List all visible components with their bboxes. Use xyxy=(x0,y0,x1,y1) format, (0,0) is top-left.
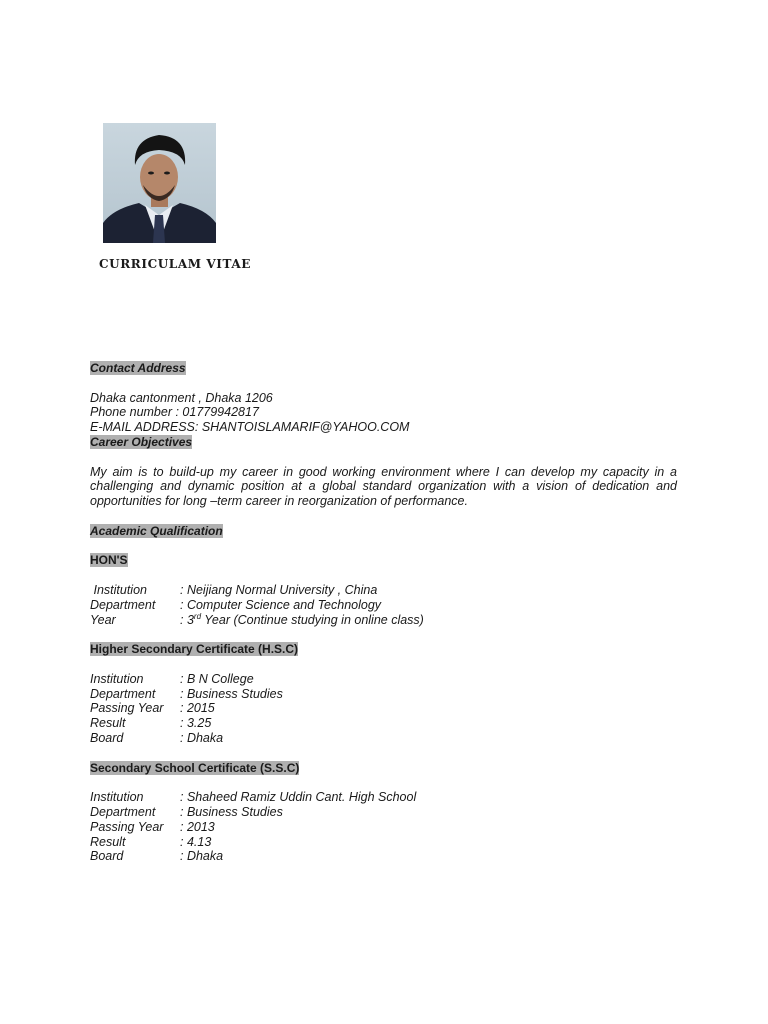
hons-institution-value: : Neijiang Normal University , China xyxy=(180,582,378,597)
ssc-label: Board xyxy=(90,849,124,864)
hsc-value: : Dhaka xyxy=(180,730,224,745)
hons-year-value xyxy=(180,613,424,628)
ssc-label: Result xyxy=(90,834,126,849)
ssc-heading: Secondary School Certificate (S.S.C) xyxy=(90,760,300,775)
career-objective-text: My aim is to build-up my career in good working environment where I can develop my capacity in a challenging and dynamic position at a global standard organization with a vision of dedication and opportunities for long –term career in reorganization of performance. xyxy=(90,464,677,509)
contact-section xyxy=(90,361,677,376)
ssc-label: Passing Year xyxy=(90,819,164,834)
cv-content xyxy=(90,361,677,864)
hons-institution-label: Institution xyxy=(90,582,147,597)
hsc-row xyxy=(90,731,677,746)
ssc-value: : Business Studies xyxy=(180,804,283,819)
ssc-value: : Dhaka xyxy=(180,849,224,864)
hsc-label: Institution xyxy=(90,671,144,686)
career-heading: Career Objectives xyxy=(90,434,193,449)
ssc-value: : 4.13 xyxy=(180,834,212,849)
contact-heading: Contact Address xyxy=(90,361,186,375)
profile-photo xyxy=(103,123,216,243)
hsc-row xyxy=(90,687,677,702)
hons-heading: HON'S xyxy=(90,553,128,568)
career-section xyxy=(90,435,677,450)
hons-department-label: Department xyxy=(90,597,156,612)
hsc-value: : 3.25 xyxy=(180,716,212,731)
hons-department-value: : Computer Science and Technology xyxy=(180,597,382,612)
hons-year-row xyxy=(90,613,677,628)
hsc-label: Passing Year xyxy=(90,701,164,716)
hsc-heading: Higher Secondary Certificate (H.S.C) xyxy=(90,642,299,657)
ssc-section xyxy=(90,761,677,776)
ssc-row xyxy=(90,835,677,850)
hons-year-prefix: : 3 xyxy=(180,612,194,627)
contact-email: E-MAIL ADDRESS: SHANTOISLAMARIF@YAHOO.COM xyxy=(90,420,410,435)
hsc-row xyxy=(90,701,677,716)
ssc-label: Department xyxy=(90,804,156,819)
hsc-section xyxy=(90,642,677,657)
hons-institution-row xyxy=(90,583,677,598)
hsc-rows xyxy=(90,672,677,746)
hons-year-suffix: Year (Continue studying in online class) xyxy=(201,612,424,627)
hsc-label: Result xyxy=(90,716,126,731)
ssc-row xyxy=(90,820,677,835)
ssc-row xyxy=(90,849,677,864)
hsc-value: : B N College xyxy=(180,671,254,686)
contact-phone: Phone number : 01779942817 xyxy=(90,405,259,420)
document-title: CURRICULAM VITAE xyxy=(99,257,252,271)
academic-section xyxy=(90,524,677,539)
ssc-row xyxy=(90,805,677,820)
hsc-value: : Business Studies xyxy=(180,686,283,701)
hons-year-sup: rd xyxy=(193,611,202,621)
hsc-row xyxy=(90,672,677,687)
hsc-value: : 2015 xyxy=(180,701,215,716)
ssc-row xyxy=(90,790,677,805)
ssc-rows xyxy=(90,790,677,864)
ssc-value: : 2013 xyxy=(180,819,215,834)
hsc-label: Board xyxy=(90,730,124,745)
academic-heading: Academic Qualification xyxy=(90,523,223,538)
contact-address: Dhaka cantonment , Dhaka 1206 xyxy=(90,390,273,405)
hsc-row xyxy=(90,716,677,731)
ssc-label: Institution xyxy=(90,790,144,805)
hons-department-row xyxy=(90,598,677,613)
hsc-label: Department xyxy=(90,686,156,701)
hons-section xyxy=(90,553,677,568)
hons-year-label: Year xyxy=(90,612,116,627)
ssc-value: : Shaheed Ramiz Uddin Cant. High School xyxy=(180,790,417,805)
